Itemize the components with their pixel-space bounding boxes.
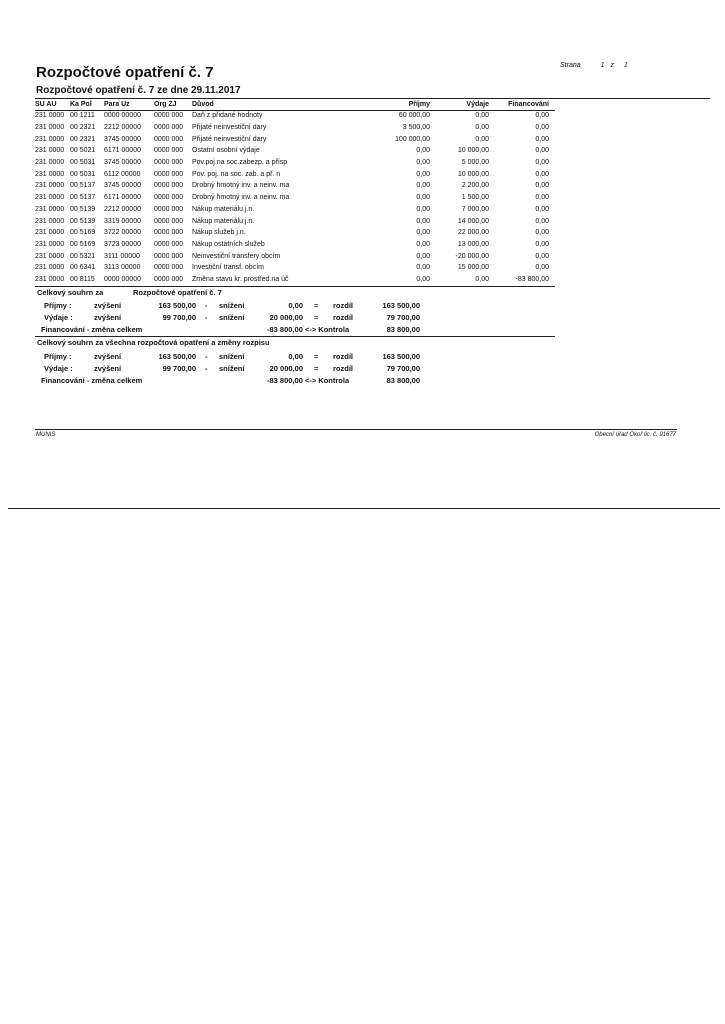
cell-duvod: Nákup ostatních služeb <box>192 240 265 248</box>
cell-para-uz: 2212 00000 <box>104 124 141 132</box>
cell-para-uz: 6112 00000 <box>104 170 141 178</box>
footer-left: MUNIS <box>36 432 56 438</box>
prijmy-snizeni-value: 0,00 <box>288 301 303 310</box>
cell-prijmy: 0,00 <box>416 194 430 202</box>
cell-su-au: 231 0000 <box>35 147 65 155</box>
col-su-au: SU AU <box>35 101 57 108</box>
col-prijmy: Příjmy <box>408 101 430 108</box>
dash: - <box>205 301 208 310</box>
table-row <box>35 239 549 251</box>
table-header-row <box>35 99 549 110</box>
cell-org-zj: 0000 000 <box>154 240 184 248</box>
cell-ka-pol: 00 5031 <box>70 170 96 178</box>
rozdil-label: rozdíl <box>333 364 353 373</box>
cell-org-zj: 0000 000 <box>154 205 184 213</box>
table-rule-bottom <box>35 286 555 287</box>
document-subtitle: Rozpočtové opatření č. 7 ze dne 29.11.2017 <box>36 85 241 96</box>
summary2-vydaje-line <box>0 364 725 375</box>
cell-org-zj: 0000 000 <box>154 135 184 143</box>
cell-para-uz: 3745 00000 <box>104 135 141 143</box>
page-info <box>560 62 646 69</box>
cell-org-zj: 0000 000 <box>154 229 184 237</box>
cell-para-uz: 3722 00000 <box>104 229 141 237</box>
cell-vydaje: 15 000,00 <box>457 264 489 272</box>
cell-org-zj: 0000 000 <box>154 252 184 260</box>
zvyseni-label: zvýšení <box>94 301 122 310</box>
cell-prijmy: 3 500,00 <box>402 124 430 132</box>
cell-ka-pol: 00 5139 <box>70 217 96 225</box>
table-row <box>35 168 549 180</box>
snizeni-label: snížení <box>219 352 245 361</box>
zvyseni-label: zvýšení <box>94 313 122 322</box>
cell-vydaje: 13 000,00 <box>457 240 489 248</box>
table-row <box>35 192 549 204</box>
cell-org-zj: 0000 000 <box>154 124 184 132</box>
cell-financovani: 0,00 <box>535 217 549 225</box>
strana-label: Strana <box>560 62 581 69</box>
header-rule-bottom <box>35 110 555 111</box>
prijmy-rozdil-value: 163 500,00 <box>382 301 420 310</box>
page-bottom-rule <box>8 508 720 509</box>
col-para-uz: Para Uz <box>104 101 130 108</box>
rozdil-label: rozdíl <box>333 352 353 361</box>
cell-para-uz: 3113 00000 <box>104 264 141 272</box>
cell-su-au: 231 0000 <box>35 229 65 237</box>
cell-para-uz: 0000 00000 <box>104 275 141 283</box>
prijmy-snizeni-value: 0,00 <box>288 352 303 361</box>
cell-financovani: 0,00 <box>535 170 549 178</box>
cell-prijmy: 100 000,00 <box>394 135 430 143</box>
table-row <box>35 250 549 262</box>
dash: - <box>205 364 208 373</box>
cell-vydaje: 0,00 <box>475 124 489 132</box>
cell-financovani: -83 800,00 <box>515 275 549 283</box>
snizeni-label: snížení <box>219 301 245 310</box>
summary1-head-left: Celkový souhrn za <box>37 288 104 297</box>
zvyseni-label: zvýšení <box>94 364 122 373</box>
cell-duvod: Nákup materiálu j.n. <box>192 205 255 213</box>
cell-financovani: 0,00 <box>535 194 549 202</box>
cell-su-au: 231 0000 <box>35 217 65 225</box>
prijmy-zvyseni-value: 163 500,00 <box>158 352 196 361</box>
cell-org-zj: 0000 000 <box>154 264 184 272</box>
cell-ka-pol: 00 2321 <box>70 124 96 132</box>
budget-table <box>35 99 549 285</box>
vydaje-label: Výdaje : <box>44 364 73 373</box>
summary2-head: Celkový souhrn za všechna rozpočtová opatření a změny rozpisu <box>37 338 270 347</box>
cell-ka-pol: 00 1211 <box>70 112 95 120</box>
cell-financovani: 0,00 <box>535 112 549 120</box>
cell-para-uz: 0000 00000 <box>104 112 141 120</box>
cell-ka-pol: 00 5169 <box>70 229 96 237</box>
cell-su-au: 231 0000 <box>35 182 65 190</box>
cell-duvod: Investiční transf. obcím <box>192 264 264 272</box>
footer-right: Obecní úřad Okoř lic. č. 91677 <box>594 432 676 438</box>
cell-org-zj: 0000 000 <box>154 112 184 120</box>
cell-financovani: 0,00 <box>535 240 549 248</box>
page-of: z <box>610 62 614 69</box>
cell-org-zj: 0000 000 <box>154 147 184 155</box>
cell-duvod: Drobný hmotný inv. a neinv. ma <box>192 182 290 190</box>
cell-vydaje: 22 000,00 <box>457 229 489 237</box>
cell-financovani: 0,00 <box>535 135 549 143</box>
summary-divider <box>35 336 555 337</box>
prijmy-rozdil-value: 163 500,00 <box>382 352 420 361</box>
cell-ka-pol: 00 6341 <box>70 264 96 272</box>
vydaje-zvyseni-value: 99 700,00 <box>162 364 196 373</box>
table-row <box>35 204 549 216</box>
table-row <box>35 227 549 239</box>
col-vydaje: Výdaje <box>466 101 489 108</box>
fin-value: -83 800,00 <-> Kontrola <box>267 376 350 385</box>
dash: - <box>205 313 208 322</box>
cell-su-au: 231 0000 <box>35 275 65 283</box>
fin-value: -83 800,00 <-> Kontrola <box>267 325 350 334</box>
page-number: 1 <box>600 62 605 69</box>
cell-su-au: 231 0000 <box>35 264 65 272</box>
table-row <box>35 145 549 157</box>
footer-rule <box>35 429 677 430</box>
cell-vydaje: 7 000,00 <box>461 205 489 213</box>
vydaje-rozdil-value: 79 700,00 <box>386 364 420 373</box>
cell-financovani: 0,00 <box>535 124 549 132</box>
rozdil-label: rozdíl <box>333 301 353 310</box>
cell-vydaje: 1 500,00 <box>461 194 489 202</box>
table-row <box>35 122 549 134</box>
fin-label: Financování - změna celkem <box>41 376 143 385</box>
cell-ka-pol: 00 5031 <box>70 159 96 167</box>
cell-su-au: 231 0000 <box>35 194 65 202</box>
cell-vydaje: 0,00 <box>475 135 489 143</box>
equals: = <box>314 352 319 361</box>
cell-su-au: 231 0000 <box>35 124 65 132</box>
vydaje-label: Výdaje : <box>44 313 73 322</box>
cell-org-zj: 0000 000 <box>154 194 184 202</box>
cell-financovani: 0,00 <box>535 159 549 167</box>
cell-su-au: 231 0000 <box>35 112 65 120</box>
prijmy-label: Příjmy : <box>44 301 72 310</box>
table-row <box>35 110 549 122</box>
table-row <box>35 180 549 192</box>
equals: = <box>314 301 319 310</box>
cell-vydaje: -20 000,00 <box>455 252 489 260</box>
summary2-prijmy-line <box>0 352 725 363</box>
cell-org-zj: 0000 000 <box>154 159 184 167</box>
cell-ka-pol: 00 5169 <box>70 240 96 248</box>
cell-para-uz: 2212 00000 <box>104 205 141 213</box>
table-row <box>35 262 549 274</box>
cell-duvod: Změna stavu kr. prostřed.na úč <box>192 275 289 283</box>
cell-para-uz: 3723 00000 <box>104 240 141 248</box>
cell-prijmy: 0,00 <box>416 170 430 178</box>
cell-duvod: Pov.poj.na soc.zabezp. a přísp <box>192 159 288 167</box>
cell-su-au: 231 0000 <box>35 135 65 143</box>
prijmy-label: Příjmy : <box>44 352 72 361</box>
cell-para-uz: 6171 00000 <box>104 147 141 155</box>
equals: = <box>314 313 319 322</box>
col-ka-pol: Ka Pol <box>70 101 92 108</box>
vydaje-snizeni-value: 20 000,00 <box>269 364 303 373</box>
cell-para-uz: 6171 00000 <box>104 194 141 202</box>
cell-org-zj: 0000 000 <box>154 217 184 225</box>
cell-org-zj: 0000 000 <box>154 170 184 178</box>
cell-duvod: Daň z přidané hodnoty <box>192 112 263 120</box>
summary2-fin-line <box>0 376 725 387</box>
cell-prijmy: 0,00 <box>416 240 430 248</box>
cell-prijmy: 60 000,00 <box>398 112 430 120</box>
cell-duvod: Nákup služeb j.n. <box>192 229 246 237</box>
cell-vydaje: 14 000,00 <box>457 217 489 225</box>
snizeni-label: snížení <box>219 313 245 322</box>
cell-su-au: 231 0000 <box>35 159 65 167</box>
table-row <box>35 215 549 227</box>
summary1-fin-line <box>0 325 725 336</box>
cell-prijmy: 0,00 <box>416 205 430 213</box>
cell-financovani: 0,00 <box>535 252 549 260</box>
cell-vydaje: 10 000,00 <box>457 147 489 155</box>
col-org-zj: Org ZJ <box>154 101 177 108</box>
cell-org-zj: 0000 000 <box>154 275 184 283</box>
document-title: Rozpočtové opatření č. 7 <box>36 64 214 81</box>
cell-duvod: Pov. poj. na soc. zab. a př. n <box>192 170 281 178</box>
cell-prijmy: 0,00 <box>416 275 430 283</box>
cell-su-au: 231 0000 <box>35 240 65 248</box>
cell-para-uz: 3319 00000 <box>104 217 141 225</box>
cell-su-au: 231 0000 <box>35 205 65 213</box>
cell-prijmy: 0,00 <box>416 229 430 237</box>
rozdil-label: rozdíl <box>333 313 353 322</box>
cell-ka-pol: 00 5137 <box>70 182 96 190</box>
cell-financovani: 0,00 <box>535 182 549 190</box>
dash: - <box>205 352 208 361</box>
cell-para-uz: 3745 00000 <box>104 159 141 167</box>
table-row <box>35 274 549 286</box>
cell-su-au: 231 0000 <box>35 170 65 178</box>
summary1-head-right: Rozpočtové opatření č. 7 <box>133 288 222 297</box>
cell-duvod: Přijaté neinvestiční dary <box>192 124 267 132</box>
summary1-prijmy-line <box>0 301 725 312</box>
cell-ka-pol: 00 5321 <box>70 252 96 260</box>
cell-prijmy: 0,00 <box>416 182 430 190</box>
vydaje-snizeni-value: 20 000,00 <box>269 313 303 322</box>
col-duvod: Důvod <box>192 101 214 108</box>
cell-prijmy: 0,00 <box>416 159 430 167</box>
cell-prijmy: 0,00 <box>416 217 430 225</box>
cell-ka-pol: 00 8115 <box>70 275 95 283</box>
cell-prijmy: 0,00 <box>416 264 430 272</box>
cell-prijmy: 0,00 <box>416 147 430 155</box>
cell-ka-pol: 00 5021 <box>70 147 96 155</box>
zvyseni-label: zvýšení <box>94 352 122 361</box>
fin-label: Financování - změna celkem <box>41 325 143 334</box>
cell-ka-pol: 00 5137 <box>70 194 96 202</box>
cell-duvod: Nákup materiálu j.n. <box>192 217 255 225</box>
cell-vydaje: 2 200,00 <box>461 182 489 190</box>
cell-vydaje: 10 000,00 <box>457 170 489 178</box>
cell-duvod: Neinvestiční transfery obcím <box>192 252 281 260</box>
equals: = <box>314 364 319 373</box>
cell-duvod: Ostatní osobní výdaje <box>192 147 260 155</box>
cell-financovani: 0,00 <box>535 264 549 272</box>
fin-kontrola-value: 83 800,00 <box>386 325 420 334</box>
snizeni-label: snížení <box>219 364 245 373</box>
cell-duvod: Přijaté neinvestiční dary <box>192 135 267 143</box>
cell-su-au: 231 0000 <box>35 252 65 260</box>
table-row <box>35 133 549 145</box>
fin-kontrola-value: 83 800,00 <box>386 376 420 385</box>
cell-ka-pol: 00 5139 <box>70 205 96 213</box>
prijmy-zvyseni-value: 163 500,00 <box>158 301 196 310</box>
cell-vydaje: 0,00 <box>475 275 489 283</box>
cell-org-zj: 0000 000 <box>154 182 184 190</box>
vydaje-rozdil-value: 79 700,00 <box>386 313 420 322</box>
cell-financovani: 0,00 <box>535 205 549 213</box>
cell-duvod: Drobný hmotný inv. a neinv. ma <box>192 194 290 202</box>
cell-financovani: 0,00 <box>535 147 549 155</box>
cell-vydaje: 0,00 <box>475 112 489 120</box>
summary1-vydaje-line <box>0 313 725 324</box>
cell-prijmy: 0,00 <box>416 252 430 260</box>
vydaje-zvyseni-value: 99 700,00 <box>162 313 196 322</box>
cell-vydaje: 5 000,00 <box>461 159 489 167</box>
cell-para-uz: 3745 00000 <box>104 182 141 190</box>
col-financovani: Financování <box>508 101 549 108</box>
cell-para-uz: 3111 00000 <box>104 252 140 260</box>
table-row <box>35 157 549 169</box>
cell-ka-pol: 00 2321 <box>70 135 96 143</box>
cell-financovani: 0,00 <box>535 229 549 237</box>
page-total: 1 <box>623 62 628 69</box>
